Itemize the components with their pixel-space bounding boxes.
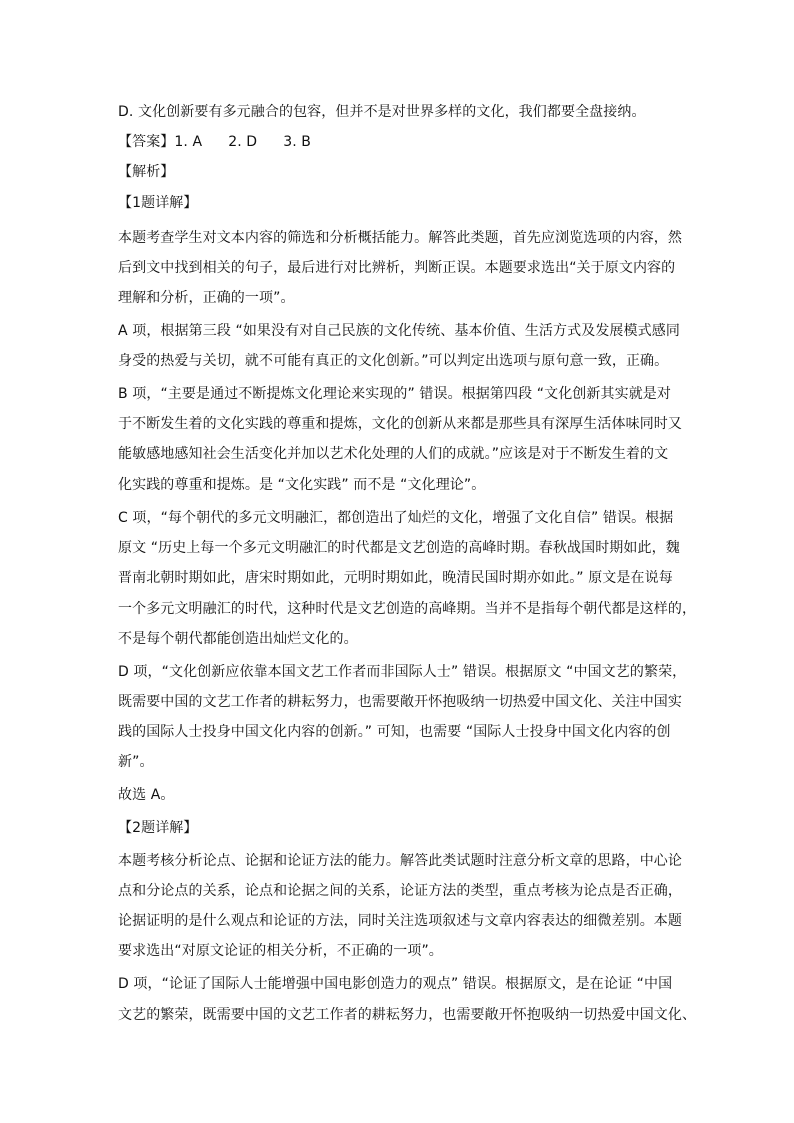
- q1-paragraph-line: 原文 “历史上每一个多元文明融汇的时代都是文艺创造的高峰时期。春秋战国时期如此，魏: [118, 540, 680, 556]
- q1-paragraph-line: 身受的热爱与关切，就不可能有真正的文化创新。”可以判定出选项与原句意一致，正确。: [118, 353, 669, 369]
- q2-heading: 【2题详解】: [118, 820, 198, 836]
- q2-paragraph-line: 要求选出“对原文论证的相关分析，不正确的一项”。: [118, 943, 443, 959]
- q1-paragraph-line: 后到文中找到相关的句子，最后进行对比辨析，判断正误。本题要求选出“关于原文内容的: [118, 260, 676, 276]
- q2-paragraph-line: D 项，“论证了国际人士能增强中国电影创造力的观点” 错误。根据原文，是在论证 “中国: [118, 976, 673, 992]
- q1-paragraph-line: 新”。: [118, 754, 154, 770]
- q1-heading: 【1题详解】: [118, 195, 198, 211]
- q1-paragraph-line: 于不断发生着的文化实践的尊重和提炼，文化的创新从来都是那些具有深厚生活体味同时又: [118, 416, 682, 432]
- q1-paragraph-line: 不是每个朝代都能创造出灿烂文化的。: [118, 631, 358, 647]
- q1-paragraph-line: 本题考查学生对文本内容的筛选和分析概括能力。解答此类题，首先应浏览选项的内容，然: [118, 230, 682, 246]
- analysis-label: 【解析】: [118, 164, 175, 180]
- q1-paragraph-line: 化实践的尊重和提炼。是 “文化实践” 而不是 “文化理论”。: [118, 477, 486, 493]
- answer-label: 【答案】: [118, 134, 175, 150]
- q1-conclusion: 故选 A。: [118, 787, 175, 803]
- option-d-text: D. 文化创新要有多元融合的包容，但并不是对世界多样的文化，我们都要全盘接纳。: [118, 104, 646, 120]
- q2-paragraph-line: 本题考核分析论点、论据和论证方法的能力。解答此类试题时注意分析文章的思路，中心论: [118, 853, 682, 869]
- q1-paragraph-line: 晋南北朝时期如此，唐宋时期如此，元明时期如此，晚清民国时期亦如此。” 原文是在说每: [118, 570, 673, 586]
- q1-paragraph-line: 能敏感地感知社会生活变化并加以艺术化处理的人们的成就。”应该是对于不断发生着的文: [118, 446, 669, 462]
- q1-paragraph-line: 一个多元文明融汇的时代，这种时代是文艺创造的高峰期。当并不是指每个朝代都是这样的，: [118, 601, 697, 617]
- q1-paragraph-line: 理解和分析，正确的一项”。: [118, 290, 295, 306]
- q2-paragraph-line: 论据证明的是什么观点和论证的方法，同时关注选项叙述与文章内容表达的细微差别。本题: [118, 913, 682, 929]
- answer-2: 2. D: [228, 134, 258, 150]
- q1-paragraph-line: 既需要中国的文艺工作者的耕耘努力，也需要敞开怀抱吸纳一切热爱中国文化、关注中国实: [118, 694, 682, 710]
- answer-1: 1. A: [174, 134, 203, 150]
- q2-paragraph-line: 文艺的繁荣，既需要中国的文艺工作者的耕耘努力，也需要敞开怀抱吸纳一切热爱中国文化、: [118, 1007, 697, 1023]
- q1-paragraph-line: A 项，根据第三段 “如果没有对自己民族的文化传统、基本价值、生活方式及发展模式感同: [118, 323, 680, 339]
- q2-paragraph-line: 点和分论点的关系，论点和论据之间的关系，论证方法的类型，重点考核为论点是否正确，: [118, 883, 682, 899]
- q1-paragraph-line: B 项，“主要是通过不断提炼文化理论来实现的” 错误。根据第四段 “文化创新其实就是对: [118, 386, 672, 402]
- q1-paragraph-line: 践的国际人士投身中国文化内容的创新。” 可知，也需要 “国际人士投身中国文化内容的创: [118, 724, 671, 740]
- q1-paragraph-line: D 项，“文化创新应依靠本国文艺工作者而非国际人士” 错误。根据原文 “中国文艺的繁荣，: [118, 664, 687, 680]
- q1-paragraph-line: C 项，“每个朝代的多元文明融汇，都创造出了灿烂的文化，增强了文化自信” 错误。根据: [118, 510, 674, 526]
- answer-3: 3. B: [283, 134, 312, 150]
- answer-line: [118, 132, 311, 152]
